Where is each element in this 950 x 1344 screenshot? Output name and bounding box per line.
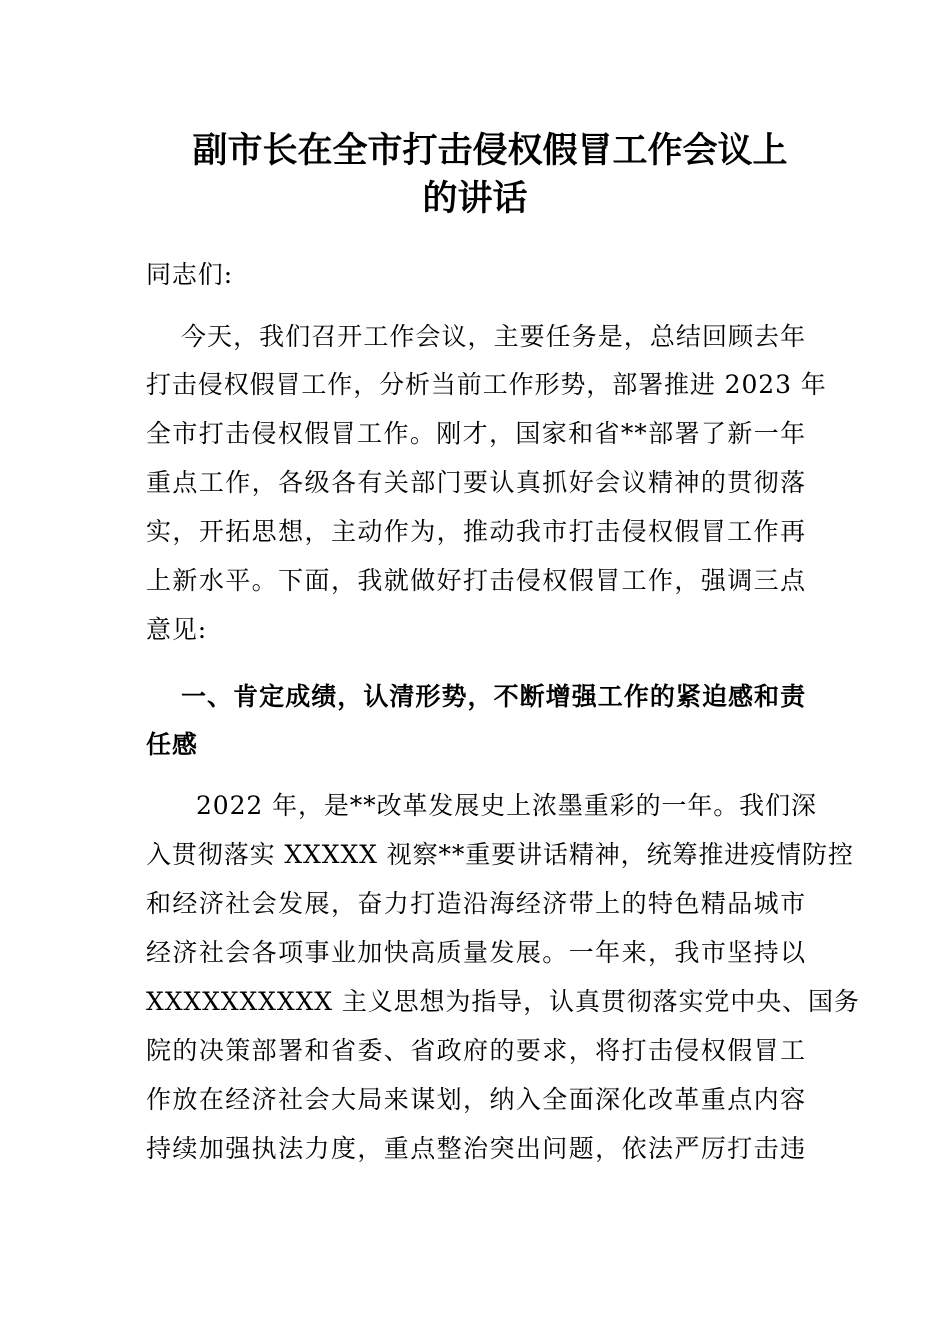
section-1-heading-line-2: 任感 — [146, 730, 198, 759]
paragraph-2-line-5: XXXXXXXXXX 主义思想为指导，认真贯彻落实党中央、国务 — [146, 987, 860, 1016]
paragraph-1-line-5: 实，开拓思想，主动作为，推动我市打击侵权假冒工作再 — [146, 517, 806, 546]
salutation: 同志们: — [146, 260, 234, 289]
paragraph-2-line-7: 作放在经济社会大局来谋划，纳入全面深化改革重点内容 — [146, 1085, 806, 1114]
paragraph-1-line-1: 今天，我们召开工作会议，主要任务是，总结回顾去年 — [181, 322, 806, 351]
paragraph-1-line-2: 打击侵权假冒工作，分析当前工作形势，部署推进 2023 年 — [146, 370, 827, 399]
document-title-line-1: 副市长在全市打击侵权假冒工作会议上 — [192, 131, 788, 171]
paragraph-2-line-2: 入贯彻落实 XXXXX 视察**重要讲话精神，统筹推进疫情防控 — [146, 840, 854, 869]
paragraph-1-line-7: 意见: — [146, 615, 208, 644]
paragraph-1-line-6: 上新水平。下面，我就做好打击侵权假冒工作，强调三点 — [146, 566, 806, 595]
document-title-line-2: 的讲话 — [422, 179, 528, 219]
paragraph-2-line-3: 和经济社会发展，奋力打造沿海经济带上的特色精品城市 — [146, 889, 806, 918]
paragraph-1-line-4: 重点工作，各级各有关部门要认真抓好会议精神的贯彻落 — [146, 468, 806, 497]
paragraph-1-line-3: 全市打击侵权假冒工作。刚才，国家和省**部署了新一年 — [146, 419, 806, 448]
paragraph-2-line-6: 院的决策部署和省委、省政府的要求，将打击侵权假冒工 — [146, 1036, 806, 1065]
paragraph-2-line-4: 经济社会各项事业加快高质量发展。一年来，我市坚持以 — [146, 938, 806, 967]
section-1-heading-line-1: 一、肯定成绩，认清形势，不断增强工作的紧迫感和责 — [181, 682, 806, 711]
paragraph-2-line-8: 持续加强执法力度，重点整治突出问题，依法严厉打击违 — [146, 1134, 806, 1163]
paragraph-2-line-1: 2022 年，是**改革发展史上浓墨重彩的一年。我们深 — [196, 791, 817, 820]
